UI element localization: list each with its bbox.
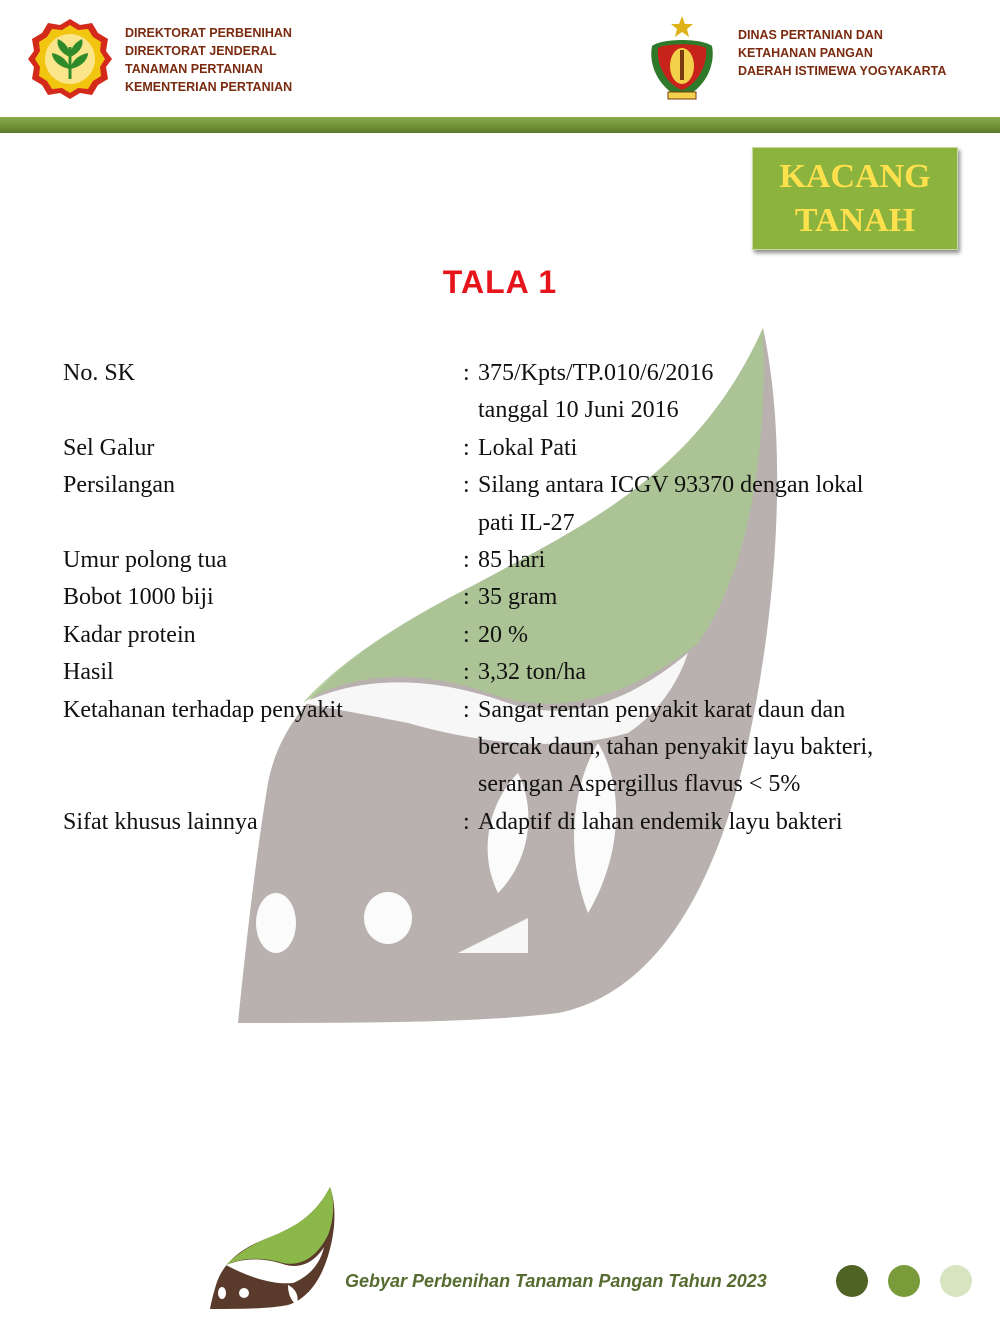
spec-label: Ketahanan terhadap penyakit [63, 696, 343, 723]
header-left-line: DIREKTORAT JENDERAL [125, 44, 277, 58]
header-right-organization [738, 26, 946, 80]
spec-row-ketahanan-cont [63, 766, 943, 803]
kementerian-pertanian-logo-icon [28, 17, 112, 101]
spec-row-sel-galur [63, 430, 943, 467]
crop-category-badge [752, 147, 958, 250]
spec-label: Hasil [63, 659, 114, 686]
spec-value: bercak daun, tahan penyakit layu bakteri, [478, 734, 874, 761]
spec-label: Sel Galur [63, 434, 155, 461]
spec-label: Umur polong tua [63, 547, 227, 574]
spec-value: pati IL-27 [478, 509, 575, 536]
spec-colon: : [463, 808, 470, 835]
header-left-line: DIREKTORAT PERBENIHAN [125, 26, 292, 40]
header-divider-bar [0, 117, 1000, 133]
spec-value: Sangat rentan penyakit karat daun dan [478, 696, 846, 723]
spec-value: Silang antara ICGV 93370 dengan lokal [478, 472, 864, 499]
spec-colon: : [463, 696, 470, 723]
spec-row-hasil [63, 654, 943, 691]
variety-title: TALA 1 [442, 264, 558, 300]
spec-value: tanggal 10 Juni 2016 [478, 397, 679, 424]
spec-colon: : [463, 360, 470, 386]
header-right-line: KETAHANAN PANGAN [738, 46, 873, 60]
spec-value: 3,32 ton/ha [478, 659, 586, 686]
spec-row-no-sk [63, 355, 943, 392]
header-left-line: KEMENTERIAN PERTANIAN [125, 80, 293, 94]
spec-row-persilangan [63, 467, 943, 504]
spec-value: 20 % [478, 621, 528, 648]
footer-dot-dark [836, 1265, 868, 1297]
header-left-line: TANAMAN PERTANIAN [125, 62, 263, 76]
footer-event-title: Gebyar Perbenihan Tanaman Pangan Tahun 2023 [345, 1271, 767, 1291]
spec-colon: : [463, 621, 470, 648]
diy-coat-of-arms-logo-icon [646, 16, 718, 102]
spec-colon: : [463, 434, 470, 461]
footer-dot-medium [888, 1265, 920, 1297]
spec-label: Persilangan [63, 472, 175, 499]
spec-row-ketahanan [63, 692, 943, 729]
spec-row-no-sk-cont [63, 392, 943, 429]
spec-value: serangan Aspergillus flavus < 5% [478, 771, 801, 798]
spec-colon: : [463, 472, 470, 499]
spec-row-persilangan-cont [63, 505, 943, 542]
footer-dot-light [940, 1265, 972, 1297]
spec-colon: : [463, 659, 470, 686]
header-right-line: DAERAH ISTIMEWA YOGYAKARTA [738, 64, 947, 78]
spec-row-protein [63, 617, 943, 654]
spec-row-umur [63, 542, 943, 579]
spec-label: No. SK [63, 360, 136, 386]
spec-colon: : [463, 584, 470, 611]
spec-colon: : [463, 547, 470, 574]
spec-value: 375/Kpts/TP.010/6/2016 [478, 360, 714, 386]
spec-label: Kadar protein [63, 621, 196, 648]
specification-table [63, 355, 943, 841]
leaf-logo-icon [208, 1185, 336, 1311]
badge-line-2: TANAH [794, 201, 916, 239]
spec-row-sifat [63, 804, 943, 841]
header-right-line: DINAS PERTANIAN DAN [738, 28, 883, 42]
spec-value: Adaptif di lahan endemik layu bakteri [478, 808, 843, 835]
spec-label: Bobot 1000 biji [63, 584, 214, 611]
spec-value: Lokal Pati [478, 434, 578, 461]
spec-row-ketahanan-cont [63, 729, 943, 766]
spec-row-bobot [63, 579, 943, 616]
spec-label: Sifat khusus lainnya [63, 808, 258, 835]
badge-line-1: KACANG [779, 157, 931, 195]
header-left-organization [125, 24, 292, 96]
spec-value: 85 hari [478, 547, 546, 574]
spec-value: 35 gram [478, 584, 558, 611]
